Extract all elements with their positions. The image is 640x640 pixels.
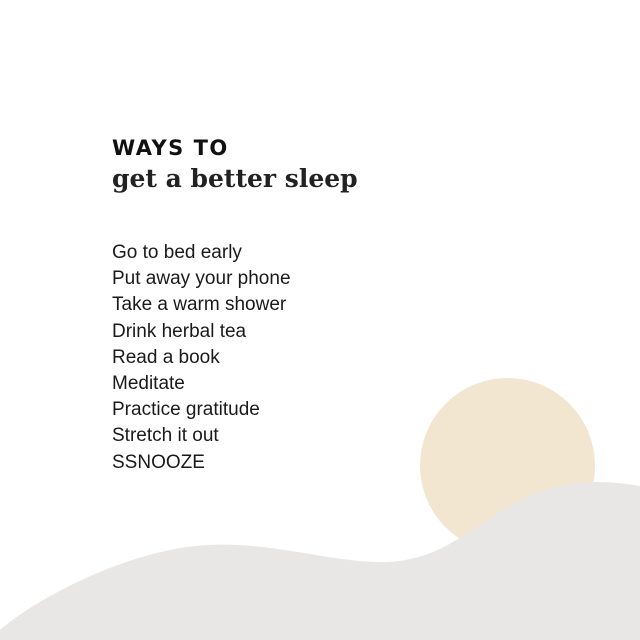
tip-item: Read a book — [112, 346, 220, 368]
tip-item: SSNOOZE — [112, 451, 205, 473]
tip-item: Put away your phone — [112, 268, 291, 290]
tip-item: Practice gratitude — [112, 399, 260, 421]
tip-item: Stretch it out — [112, 425, 219, 447]
tips-list — [112, 240, 291, 476]
tip-item: Drink herbal tea — [112, 320, 247, 342]
tip-item: Take a warm shower — [112, 294, 287, 316]
heading-subtitle: get a better sleep — [112, 164, 358, 193]
hill-path — [0, 482, 640, 640]
tip-item: Meditate — [112, 372, 185, 394]
heading-ways-to: WAYS TO — [112, 136, 229, 160]
tip-item: Go to bed early — [112, 242, 242, 263]
